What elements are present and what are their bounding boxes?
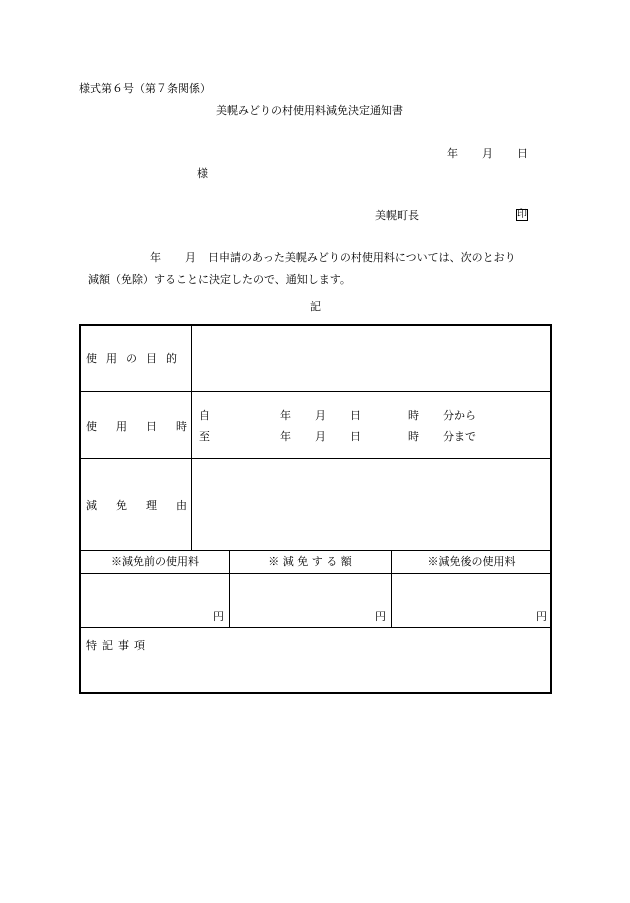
date-day-label: 日 bbox=[517, 147, 528, 160]
row-divider bbox=[81, 458, 550, 459]
fee-before-header: ※減免前の使用料 bbox=[111, 555, 199, 568]
from-hour: 時 bbox=[408, 409, 419, 422]
body-year-label: 年 bbox=[150, 251, 161, 264]
purpose-label: 使用の目的 bbox=[86, 352, 186, 365]
from-minute: 分から bbox=[443, 409, 476, 422]
to-month: 月 bbox=[315, 430, 326, 443]
fee-after-yen: 円 bbox=[536, 610, 547, 623]
addressee-suffix: 様 bbox=[197, 167, 208, 180]
form-table bbox=[79, 324, 552, 694]
remarks-label: 特記事項 bbox=[86, 639, 150, 652]
issuer-name: 美幌町長 bbox=[375, 209, 419, 222]
to-prefix: 至 bbox=[199, 430, 210, 443]
row-divider bbox=[81, 627, 550, 628]
label-column-divider bbox=[191, 326, 192, 550]
from-year: 年 bbox=[280, 409, 291, 422]
fee-before-yen: 円 bbox=[213, 610, 224, 623]
datetime-label: 使用日時 bbox=[86, 420, 206, 433]
to-day: 日 bbox=[350, 430, 361, 443]
reason-label: 減免理由 bbox=[86, 499, 206, 512]
date-month-label: 月 bbox=[482, 147, 493, 160]
body-month-label: 月 bbox=[185, 251, 196, 264]
to-minute: 分まで bbox=[443, 430, 476, 443]
form-number: 様式第６号（第７条関係） bbox=[79, 82, 211, 95]
from-month: 月 bbox=[315, 409, 326, 422]
to-hour: 時 bbox=[408, 430, 419, 443]
fee-reduction-yen: 円 bbox=[375, 610, 386, 623]
body-line1-text: 日申請のあった美幌みどりの村使用料については、次のとおり bbox=[208, 251, 516, 264]
ki-heading: 記 bbox=[310, 300, 321, 313]
row-divider bbox=[81, 573, 550, 574]
fee-after-header: ※減免後の使用料 bbox=[427, 555, 516, 568]
document-title: 美幌みどりの村使用料減免決定通知書 bbox=[216, 104, 403, 117]
date-year-label: 年 bbox=[447, 147, 458, 160]
from-day: 日 bbox=[350, 409, 361, 422]
body-line2-text: 減額（免除）することに決定したので、通知します。 bbox=[88, 273, 351, 286]
seal-mark: 印 bbox=[517, 209, 527, 220]
from-prefix: 自 bbox=[199, 409, 210, 422]
row-divider bbox=[81, 550, 550, 551]
to-year: 年 bbox=[280, 430, 291, 443]
row-divider bbox=[81, 391, 550, 392]
fee-reduction-header: ※ 減 免 す る 額 bbox=[268, 555, 352, 568]
